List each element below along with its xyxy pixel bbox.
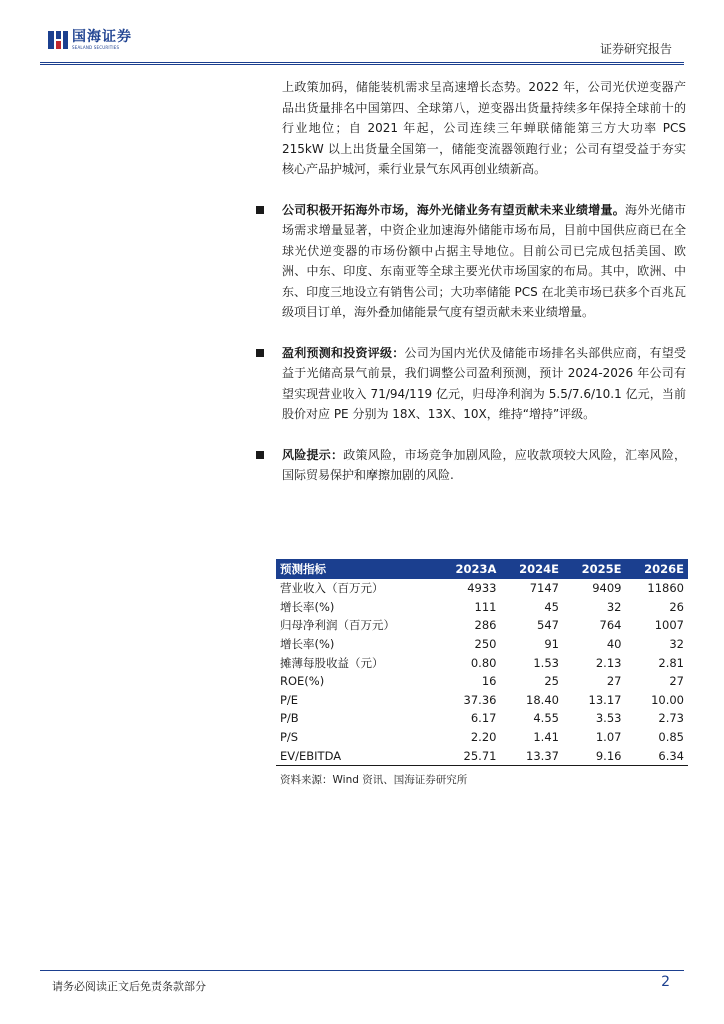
table-cell: 25.71	[437, 746, 501, 765]
bullet-title: 盈利预测和投资评级：	[282, 345, 405, 360]
bullet-overseas-market	[282, 200, 686, 323]
table-cell: 286	[474, 618, 497, 633]
table-cell: 4.55	[533, 711, 559, 726]
table-row	[276, 746, 688, 765]
report-type-label: 证券研究报告	[599, 42, 672, 56]
table-cell: 18.40	[526, 692, 559, 707]
logo-mark-icon	[48, 30, 68, 50]
table-cell: 9409	[592, 581, 622, 596]
table-cell: 91	[544, 637, 559, 652]
intro-paragraph: 上政策加码，储能装机需求呈高速增长态势。2022 年，公司光伏逆变器产品出货量排名中国第四、全球第八，逆变器出货量持续多年保持全球前十的行业地位；自 2021 年起，公司连续三年蝉联储能第三方大功率 PCS 215kW 以上出货量全国第一，储能变流器领跑行业；公司有望受益于夯实核心产品护城河，乘行业景气东风再创业绩新高。	[282, 80, 686, 176]
square-bullet-icon	[256, 451, 264, 459]
table-cell: 9.16	[563, 746, 626, 765]
table-cell: 7147	[529, 581, 559, 596]
table-cell: 32	[669, 637, 684, 652]
page-number: 2	[661, 974, 670, 990]
table-row-label: 增长率(%)	[280, 637, 335, 652]
table-cell: 13.17	[588, 692, 622, 707]
table-row-label: 增长率(%)	[280, 599, 335, 614]
table-cell: 1.41	[533, 730, 559, 745]
bullet-earnings-forecast	[282, 343, 686, 425]
bullet-text: 海外光储市场需求增量显著，中资企业加速海外储能市场布局，目前中国供应商已在全球光伏逆变器的市场份额中占据主导地位。目前公司已完成包括美国、欧洲、中东、印度、东南亚等全球主要光伏市场国家的布局。其中，欧洲、中东、印度三地设立有销售公司；大功率储能 PCS 在北美市场已获多个百兆瓦级项目订单，海外叠加储能景气度有望贡献未来业绩增量。	[282, 202, 686, 319]
table-row-label: ROE(%)	[280, 674, 325, 689]
table-cell: 1007	[654, 618, 684, 633]
table-cell: 45	[544, 599, 559, 614]
forecast-table	[276, 559, 688, 766]
logo-chinese-name: 国海证券	[72, 29, 132, 45]
table-cell: 26	[669, 599, 684, 614]
table-row	[276, 579, 688, 598]
table-cell: 1.07	[595, 730, 622, 745]
bullet-risk-warning	[282, 445, 686, 486]
table-cell: 32	[606, 599, 622, 614]
table-cell: 1.53	[533, 655, 559, 670]
page-header	[0, 0, 724, 64]
table-cell: 25	[544, 674, 559, 689]
square-bullet-icon	[256, 349, 264, 357]
forecast-table-section	[276, 559, 688, 787]
table-cell: 13.37	[500, 746, 563, 765]
logo-english-name: SEALAND SECURITIES	[72, 45, 120, 50]
company-logo	[48, 30, 132, 50]
table-cell: 11860	[647, 581, 684, 596]
square-bullet-icon	[256, 206, 264, 214]
table-cell: 27	[669, 674, 684, 689]
table-row	[276, 709, 688, 728]
table-header-cell: 2025E	[581, 562, 622, 576]
bullet-text: 政策风险，市场竞争加剧风险，应收款项较大风险，汇率风险，国际贸易保护和摩擦加剧的风险.	[282, 447, 686, 482]
table-header-cell: 2026E	[644, 562, 684, 576]
table-cell: 10.00	[651, 692, 684, 707]
table-row-label: P/B	[280, 711, 299, 726]
table-cell: 547	[537, 618, 559, 633]
table-row-label: 摊薄每股收益（元）	[280, 655, 384, 670]
table-cell: 16	[481, 674, 497, 689]
main-content	[282, 77, 686, 486]
table-cell: 4933	[467, 581, 497, 596]
table-cell: 40	[606, 637, 622, 652]
header-divider-secondary	[40, 64, 684, 65]
header-divider	[40, 62, 684, 63]
table-row-label: P/E	[280, 692, 299, 707]
table-cell: 3.53	[595, 711, 622, 726]
table-row-label: 营业收入（百万元）	[280, 581, 384, 596]
table-source-note: 资料来源：Wind 资讯、国海证券研究所	[280, 773, 468, 786]
bullet-title: 风险提示：	[282, 447, 344, 462]
table-cell: 37.36	[463, 692, 497, 707]
table-cell: 6.17	[470, 711, 497, 726]
table-row	[276, 635, 688, 654]
table-row-label: 归母净利润（百万元）	[280, 618, 395, 633]
table-header-cell: 预测指标	[280, 562, 326, 576]
table-row	[276, 672, 688, 691]
table-row	[276, 616, 688, 635]
table-cell: 2.20	[470, 730, 497, 745]
bullet-text: 公司为国内光伏及储能市场排名头部供应商，有望受益于光储高景气前景，我们调整公司盈利预测，预计 2024-2026 年公司有望实现营业收入 71/94/119 亿元，归母净利润为 5.5/7.6/10.1 亿元，当前股价对应 PE 分别为 18X、13X、10X，维持“增持”评级。	[282, 345, 686, 421]
table-cell: 0.85	[658, 730, 684, 745]
table-cell: 2.13	[595, 655, 622, 670]
table-cell: 27	[606, 674, 622, 689]
table-cell: 2.73	[658, 711, 684, 726]
table-row-label: P/S	[280, 730, 299, 745]
table-header-cell: 2023A	[455, 562, 497, 576]
footer-divider	[40, 970, 684, 971]
table-cell: 250	[474, 637, 497, 652]
table-cell: 6.34	[625, 746, 688, 765]
table-cell: 111	[474, 599, 497, 614]
table-header-row	[276, 559, 688, 579]
table-cell: 0.80	[470, 655, 497, 670]
table-row	[276, 598, 688, 617]
footer-disclaimer: 请务必阅读正文后免责条款部分	[52, 980, 206, 993]
table-cell: 764	[599, 618, 622, 633]
table-row	[276, 653, 688, 672]
table-row	[276, 691, 688, 710]
table-row-label: EV/EBITDA	[276, 746, 437, 765]
bullet-title: 公司积极开拓海外市场，海外光储业务有望贡献未来业绩增量。	[282, 202, 625, 217]
table-row	[276, 728, 688, 747]
table-cell: 2.81	[658, 655, 684, 670]
table-header-cell: 2024E	[519, 562, 559, 576]
